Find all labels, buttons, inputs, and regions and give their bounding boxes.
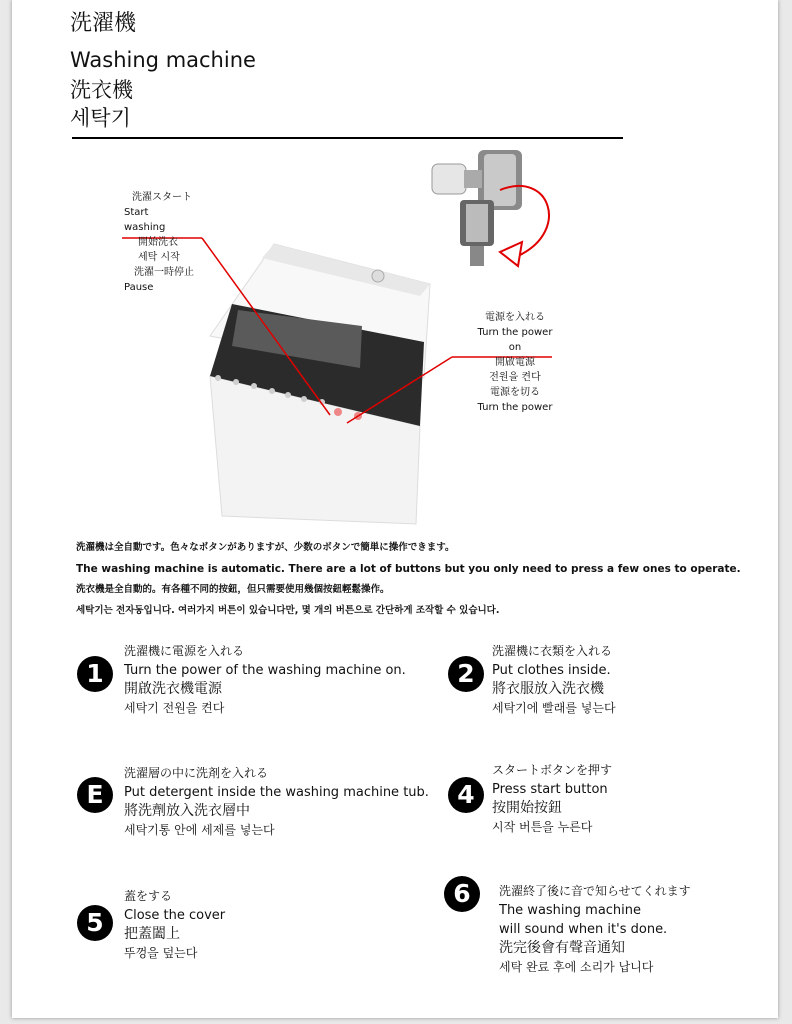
step-text-zh: 按開始按鈕 (492, 800, 562, 816)
step-text-ja: 洗濯機に衣類を入れる (492, 644, 613, 658)
step-1-text (124, 641, 406, 718)
step-text-en: Press start button (492, 782, 608, 797)
callout-start-line: Pause (124, 282, 154, 293)
step-text-ko: 세탁기 전원을 켠다 (124, 701, 225, 715)
step-4-text (492, 760, 612, 837)
title-zh: 洗衣機 (70, 78, 133, 102)
callout-power-line: 開啟電源 (495, 357, 535, 368)
intro-zh: 洗衣機是全自動的。有各種不同的按鈕，但只需要使用幾個按鈕輕鬆操作。 (76, 584, 390, 595)
intro-ja: 洗濯機は全自動です。色々なボタンがありますが、少数のボタンで簡単に操作できます。 (76, 542, 455, 553)
document-page (12, 0, 778, 1018)
callout-start-line: Start (124, 207, 149, 218)
step-text-ko: 시작 버튼을 누른다 (492, 820, 593, 834)
title-ja: 洗濯機 (70, 11, 137, 36)
washing-machine-illustration (192, 236, 437, 526)
step-6-text (499, 881, 691, 977)
step-text-en: Turn the power of the washing machine on. (124, 663, 406, 678)
title-divider (72, 137, 623, 139)
step-2-text (492, 641, 616, 718)
step-text-ja: 蓋をする (124, 889, 173, 903)
step-5-text (124, 886, 225, 963)
callout-start-line: 開始洗衣 (138, 237, 178, 248)
callout-power-line: on (508, 342, 522, 353)
intro-text (76, 538, 766, 622)
step-text-zh: 開啟洗衣機電源 (124, 681, 222, 697)
callout-start-button (124, 190, 214, 293)
step-text-en: Close the cover (124, 908, 226, 923)
title-block (70, 10, 256, 132)
step-text-ja: 洗濯層の中に洗剤を入れる (124, 766, 269, 780)
step-text-ko: 세탁 완료 후에 소리가 납니다 (499, 960, 654, 974)
step-text-zh: 把蓋闔上 (124, 926, 180, 942)
intro-ko: 세탁기는 전자동입니다. 여러가지 버튼이 있습니다만, 몇 개의 버튼으로 간단하게 조작할 수 있습니다. (76, 605, 500, 616)
callout-power-line: 電源を入れる (485, 312, 545, 323)
callout-power-line: Turn the power (477, 327, 553, 338)
callout-start-line: 세탁 시작 (138, 252, 180, 263)
intro-en: The washing machine is automatic. There are a lot of buttons but you only need to press a few ones to operate. (76, 563, 741, 575)
step-text-ko: 뚜껑을 덮는다 (124, 946, 198, 960)
step-number-badge: 6 (444, 876, 480, 912)
step-text-en-2: will sound when it's done. (499, 922, 668, 937)
title-ko: 세탁기 (70, 106, 131, 130)
step-number-badge: 1 (77, 656, 113, 692)
callout-start-line: 洗濯スタート (132, 192, 192, 203)
callout-power-line: 電源を切る (490, 387, 540, 398)
callout-start-line: 洗濯一時停止 (134, 267, 194, 278)
step-text-ja: 洗濯機に電源を入れる (124, 644, 245, 658)
step-text-zh: 將洗劑放入洗衣層中 (124, 803, 250, 819)
step-text-en: Put detergent inside the washing machine tub. (124, 785, 429, 800)
step-number-badge: 2 (448, 656, 484, 692)
step-number-badge: E (77, 777, 113, 813)
step-text-en: Put clothes inside. (492, 663, 611, 678)
callout-start-line: washing (124, 222, 166, 233)
title-en: Washing machine (70, 48, 256, 72)
step-text-ja: 洗濯終了後に音で知らせてくれます (499, 884, 691, 898)
step-text-en: The washing machine (499, 903, 642, 918)
callout-power-button (460, 310, 570, 413)
callout-power-line: Turn the power (477, 402, 553, 413)
step-text-ja: スタートボタンを押す (492, 763, 613, 777)
step-3-text (124, 763, 429, 840)
step-text-zh: 洗完後會有聲音通知 (499, 940, 625, 956)
step-number-badge: 4 (448, 777, 484, 813)
callout-power-line: 전원을 켠다 (489, 372, 541, 383)
step-text-zh: 將衣服放入洗衣機 (492, 681, 604, 697)
step-number-badge: 5 (77, 905, 113, 941)
step-text-ko: 세탁기에 빨래를 넣는다 (492, 701, 616, 715)
faucet-illustration (430, 150, 570, 280)
step-text-ko: 세탁기통 안에 세제를 넣는다 (124, 823, 275, 837)
